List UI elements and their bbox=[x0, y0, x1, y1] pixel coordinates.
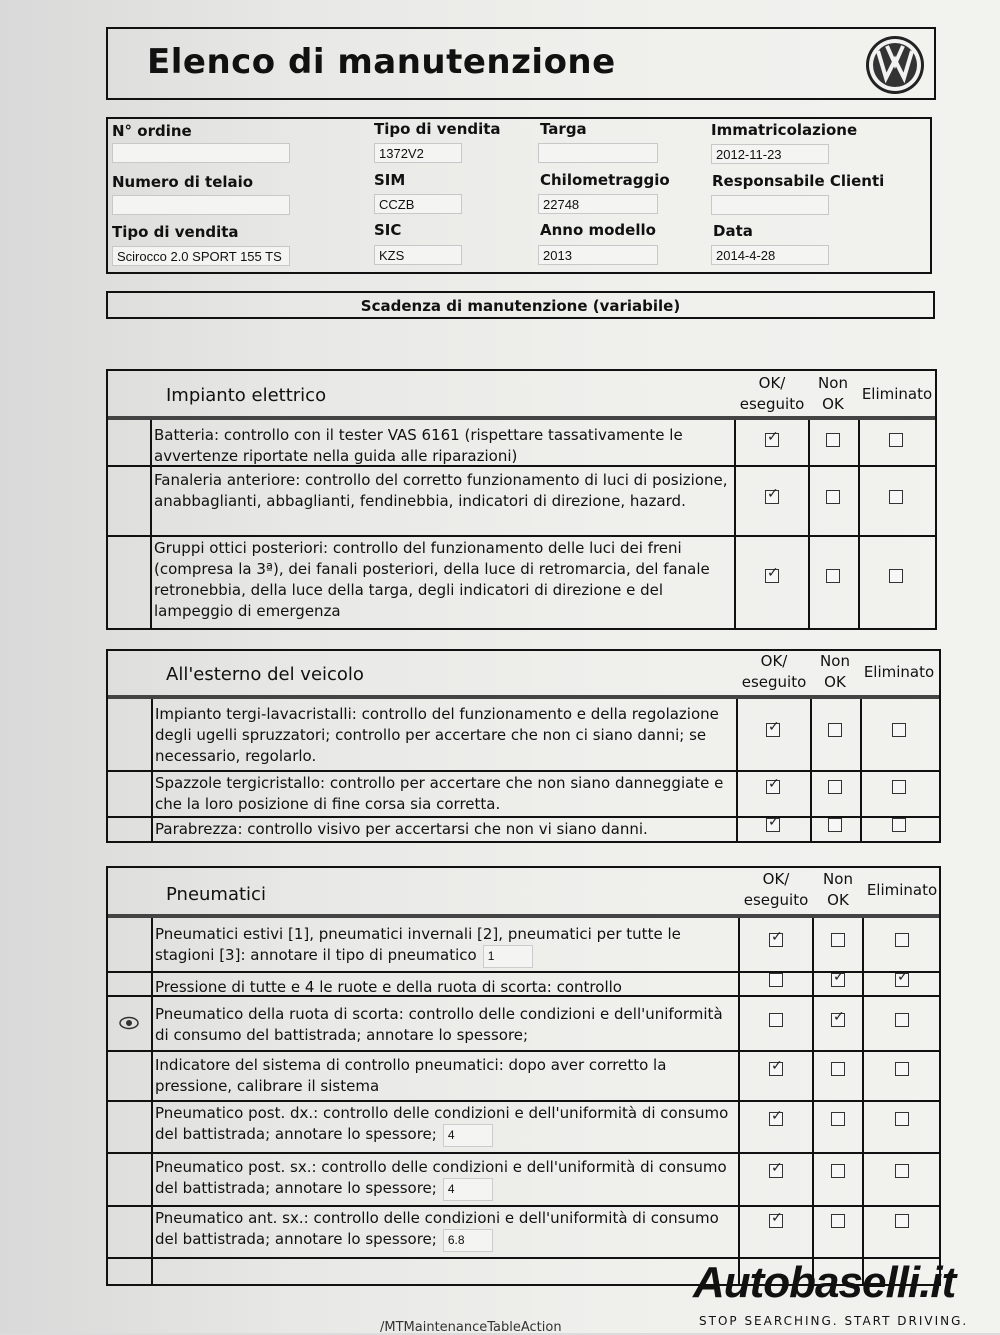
ok-checkbox[interactable] bbox=[765, 565, 779, 583]
ok-checkbox[interactable] bbox=[769, 973, 783, 987]
nok-checkbox[interactable] bbox=[826, 569, 840, 583]
mileage-field[interactable]: 22748 bbox=[538, 194, 658, 214]
ok-checkbox[interactable] bbox=[766, 814, 780, 832]
col-nok-header: Non OK bbox=[820, 652, 850, 691]
ok-checkbox[interactable] bbox=[769, 929, 783, 947]
check-icon: ✓ bbox=[897, 969, 909, 985]
col-nok-header: Non OK bbox=[818, 374, 848, 413]
ok-checkbox[interactable] bbox=[766, 719, 780, 737]
sic-field[interactable]: KZS bbox=[374, 245, 462, 265]
nok-checkbox[interactable] bbox=[831, 1214, 845, 1228]
sale-type-label: Tipo di vendita bbox=[374, 120, 501, 138]
nok-checkbox[interactable] bbox=[826, 433, 840, 447]
sim-label: SIM bbox=[374, 171, 406, 189]
registration-label: Immatricolazione bbox=[711, 121, 858, 139]
col-ok-header: OK/ eseguito bbox=[739, 374, 805, 413]
row-rear-lights: Gruppi ottici posteriori: controllo del funzionamento delle luci dei freni (compresa la 3ª), dei fanali posteriori, della luce di retromarcia, del fanale retronebbia, della luce della targa, degli indicatori di direzione e del lampeggio di emergenza bbox=[154, 539, 710, 620]
schedule-box bbox=[106, 291, 935, 319]
chassis-label: Numero di telaio bbox=[112, 173, 254, 191]
ok-checkbox[interactable] bbox=[769, 1058, 783, 1076]
check-icon: ✓ bbox=[768, 776, 780, 792]
ok-checkbox[interactable] bbox=[765, 429, 779, 447]
elim-checkbox[interactable] bbox=[892, 780, 906, 794]
vw-logo-icon bbox=[864, 34, 926, 96]
row-tpms: Indicatore del sistema di controllo pneumatici: dopo aver corretto la pressione, calibrare il sistema bbox=[155, 1056, 667, 1095]
date-field[interactable]: 2014-4-28 bbox=[711, 245, 829, 265]
ok-checkbox[interactable] bbox=[766, 776, 780, 794]
sim-field[interactable]: CCZB bbox=[374, 194, 462, 214]
elim-checkbox[interactable] bbox=[895, 1164, 909, 1178]
model-year-field[interactable]: 2013 bbox=[538, 245, 658, 265]
check-icon: ✓ bbox=[767, 486, 779, 502]
row-wiper-blades: Spazzole tergicristallo: controllo per accertare che non siano danneggiate e che la loro posizione di fine corsa sia corretta. bbox=[155, 774, 724, 813]
elim-checkbox[interactable] bbox=[895, 1112, 909, 1126]
elim-checkbox[interactable] bbox=[895, 1214, 909, 1228]
row-tire-type: Pneumatici estivi [1], pneumatici invernali [2], pneumatici per tutte le stagioni [3]: annotare il tipo di pneumatico 1 bbox=[155, 924, 735, 968]
nok-checkbox[interactable] bbox=[828, 723, 842, 737]
watermark-tagline: STOP SEARCHING. START DRIVING. bbox=[699, 1314, 969, 1328]
registration-field[interactable]: 2012-11-23 bbox=[711, 144, 829, 164]
date-label: Data bbox=[713, 222, 753, 240]
plate-label: Targa bbox=[540, 120, 587, 138]
sic-label: SIC bbox=[374, 221, 402, 239]
elim-checkbox[interactable] bbox=[895, 969, 909, 987]
nok-checkbox[interactable] bbox=[831, 933, 845, 947]
check-icon: ✓ bbox=[767, 429, 779, 445]
section-title: Impianto elettrico bbox=[166, 385, 327, 406]
check-icon: ✓ bbox=[833, 969, 845, 985]
section-title: All'esterno del veicolo bbox=[166, 664, 364, 685]
nok-checkbox[interactable] bbox=[826, 490, 840, 504]
watermark bbox=[693, 1258, 993, 1333]
ok-checkbox[interactable] bbox=[765, 486, 779, 504]
col-elim-header: Eliminato bbox=[863, 663, 935, 681]
customer-label: Responsabile Clienti bbox=[712, 172, 885, 190]
model-type-field[interactable]: Scirocco 2.0 SPORT 155 TS bbox=[112, 246, 290, 266]
nok-checkbox[interactable] bbox=[831, 1062, 845, 1076]
elim-checkbox[interactable] bbox=[895, 1062, 909, 1076]
elim-checkbox[interactable] bbox=[889, 569, 903, 583]
sale-type-field[interactable]: 1372V2 bbox=[374, 143, 462, 163]
nok-checkbox[interactable] bbox=[831, 969, 845, 987]
row-front-left-tire: Pneumatico ant. sx.: controllo delle condizioni e dell'uniformità di consumo del battistrada; annotare lo spessore; 6.8 bbox=[155, 1208, 735, 1252]
order-field[interactable] bbox=[112, 143, 290, 163]
ok-checkbox[interactable] bbox=[769, 1013, 783, 1027]
section-title: Pneumatici bbox=[166, 884, 266, 905]
col-elim-header: Eliminato bbox=[861, 385, 933, 403]
row-windshield: Parabrezza: controllo visivo per accertarsi che non vi siano danni. bbox=[155, 820, 648, 838]
col-ok-header: OK/ eseguito bbox=[741, 652, 807, 691]
ok-checkbox[interactable] bbox=[769, 1108, 783, 1126]
eye-icon bbox=[119, 1016, 139, 1030]
nok-checkbox[interactable] bbox=[831, 1009, 845, 1027]
row-front-lights: Fanaleria anteriore: controllo del corretto funzionamento di luci di posizione, anabbaglianti, abbaglianti, fendinebbia, indicatori di direzione, hazard. bbox=[154, 471, 728, 510]
row-battery: Batteria: controllo con il tester VAS 6161 (rispettare tassativamente le avvertenze riportate nella guida alle riparazioni) bbox=[154, 426, 683, 465]
elim-checkbox[interactable] bbox=[889, 490, 903, 504]
check-icon: ✓ bbox=[771, 1058, 783, 1074]
col-elim-header: Eliminato bbox=[866, 881, 938, 899]
col-nok-header: Non OK bbox=[823, 870, 853, 909]
nok-checkbox[interactable] bbox=[828, 818, 842, 832]
check-icon: ✓ bbox=[767, 565, 779, 581]
row-spare-tire: Pneumatico della ruota di scorta: controllo delle condizioni e dell'uniformità di consumo del battistrada; annotare lo spessore; bbox=[155, 1005, 723, 1044]
chassis-field[interactable] bbox=[112, 195, 290, 215]
footer-text: /MTMaintenanceTableAction bbox=[380, 1320, 562, 1335]
check-icon: ✓ bbox=[768, 719, 780, 735]
row-tire-pressure: Pressione di tutte e 4 le ruote e della ruota di scorta: controllo bbox=[155, 978, 622, 996]
row-rear-right-tire: Pneumatico post. dx.: controllo delle condizioni e dell'uniformità di consumo del battistrada; annotare lo spessore; 4 bbox=[155, 1103, 735, 1147]
customer-field[interactable] bbox=[711, 195, 829, 215]
nok-checkbox[interactable] bbox=[831, 1112, 845, 1126]
page-title: Elenco di manutenzione bbox=[147, 42, 616, 82]
elim-checkbox[interactable] bbox=[889, 433, 903, 447]
ok-checkbox[interactable] bbox=[769, 1160, 783, 1178]
check-icon: ✓ bbox=[771, 1210, 783, 1226]
rear-left-depth-field[interactable]: 4 bbox=[443, 1178, 493, 1201]
watermark-brand: Autobaselli.it bbox=[693, 1258, 956, 1307]
rear-right-depth-field[interactable]: 4 bbox=[443, 1124, 493, 1147]
schedule-label: Scadenza di manutenzione (variabile) bbox=[360, 297, 681, 315]
elim-checkbox[interactable] bbox=[895, 1013, 909, 1027]
check-icon: ✓ bbox=[771, 929, 783, 945]
row-wipers-system: Impianto tergi-lavacristalli: controllo del funzionamento e della regolazione degli ugelli spruzzatori; controllo per accertare che non ci siano danni; se necessario, regolarlo. bbox=[155, 705, 719, 765]
front-left-depth-field[interactable]: 6.8 bbox=[443, 1229, 493, 1252]
check-icon: ✓ bbox=[771, 1108, 783, 1124]
elim-checkbox[interactable] bbox=[892, 723, 906, 737]
tire-type-field[interactable]: 1 bbox=[483, 945, 533, 968]
check-icon: ✓ bbox=[771, 1160, 783, 1176]
check-icon: ✓ bbox=[768, 814, 780, 830]
nok-checkbox[interactable] bbox=[828, 780, 842, 794]
order-label: N° ordine bbox=[112, 122, 192, 140]
elim-checkbox[interactable] bbox=[895, 933, 909, 947]
mileage-label: Chilometraggio bbox=[540, 171, 670, 189]
check-icon: ✓ bbox=[833, 1009, 845, 1025]
plate-field[interactable] bbox=[538, 143, 658, 163]
model-type-label: Tipo di vendita bbox=[112, 223, 239, 241]
col-ok-header: OK/ eseguito bbox=[743, 870, 809, 909]
model-year-label: Anno modello bbox=[540, 221, 656, 239]
nok-checkbox[interactable] bbox=[831, 1164, 845, 1178]
elim-checkbox[interactable] bbox=[892, 818, 906, 832]
row-rear-left-tire: Pneumatico post. sx.: controllo delle condizioni e dell'uniformità di consumo del battistrada; annotare lo spessore; 4 bbox=[155, 1157, 735, 1201]
ok-checkbox[interactable] bbox=[769, 1210, 783, 1228]
